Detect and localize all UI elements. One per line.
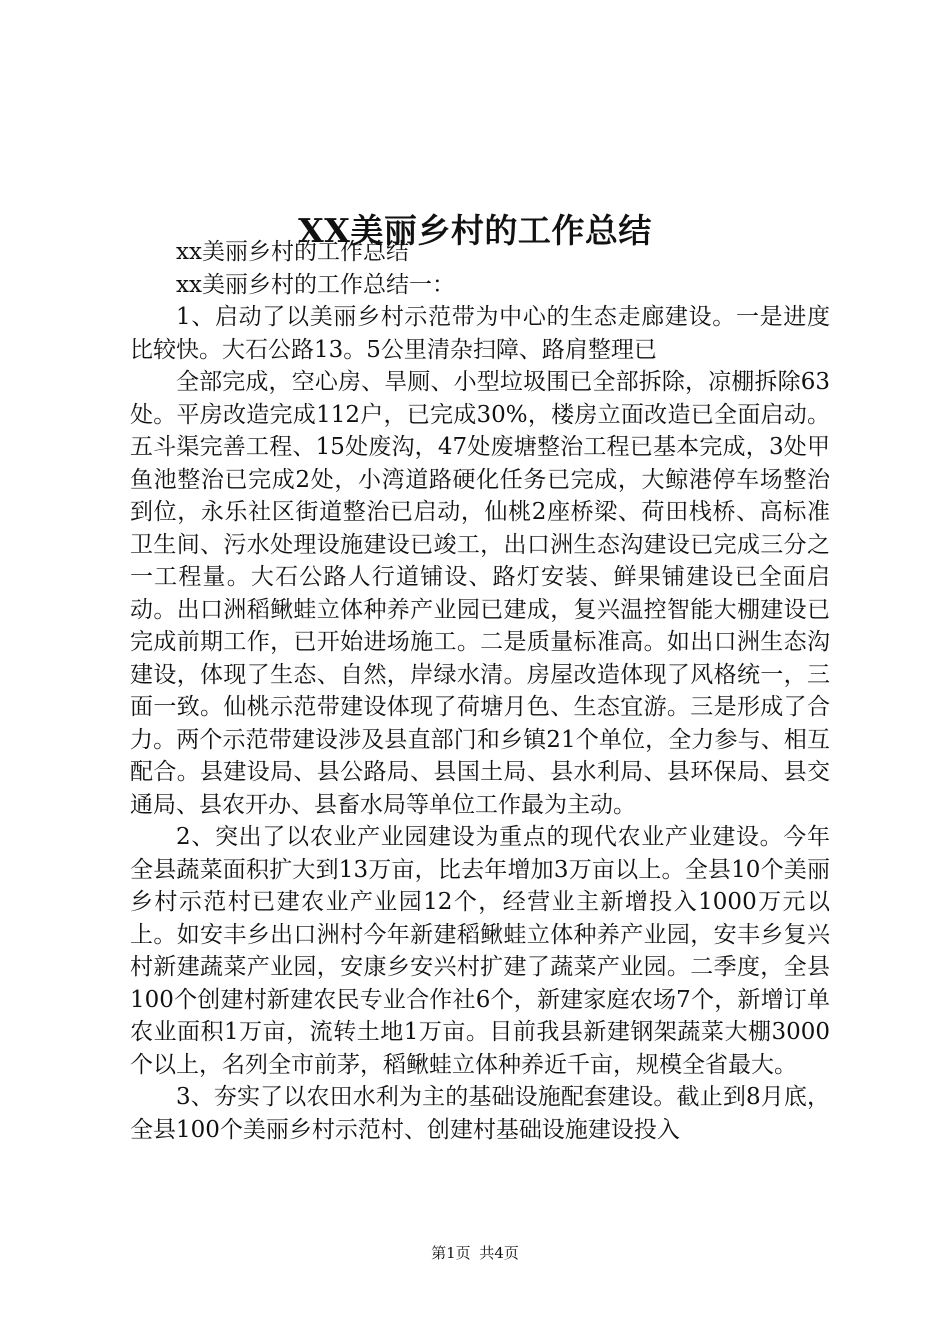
page-footer xyxy=(0,1242,950,1264)
page-total: 共4页 xyxy=(479,1244,519,1262)
document-title: XX美丽乡村的工作总结 xyxy=(298,211,652,251)
page-number: 第1页 xyxy=(431,1244,471,1262)
paragraph: xx美丽乡村的工作总结 xyxy=(176,239,409,265)
document-body xyxy=(130,236,830,1146)
paragraph: xx美丽乡村的工作总结一： xyxy=(176,271,455,298)
paragraph: 全部完成，空心房、旱厕、小型垃圾围已全部拆除，凉棚拆除63处。平房改造完成112户，已完成30%，楼房立面改造已全面启动。五斗渠完善工程、15处废沟，47处废塘整治工程已基本完成，3处甲鱼池整治已完成2处，小湾道路硬化任务已完成，大鲸港停车场整治到位，永乐社区街道整治已启动，仙桃2座桥梁、荷田栈桥、高标准卫生间、污水处理设施建设已竣工，出口洲生态沟建设已完成三分之一工程量。大石公路人行道铺设、路灯安装、鲜果铺建设已全面启动。出口洲稻鳅蛙立体种养产业园已建成，复兴温控智能大棚建设已完成前期工作，已开始进场施工。二是质量标准高。如出口洲生态沟建设，体现了生态、自然，岸绿水清。房屋改造体现了风格统一，三面一致。仙桃示范带建设体现了荷塘月色、生态宜游。三是形成了合力。两个示范带建设涉及县直部门和乡镇21个单位，全力参与、相互配合。县建设局、县公路局、县国土局、县水利局、县环保局、县交通局、县农开办、县畜水局等单位工作最为主动。 xyxy=(130,369,830,818)
paragraph: 1、启动了以美丽乡村示范带为中心的生态走廊建设。一是进度比较快。大石公路13。5公里清杂扫障、路肩整理已 xyxy=(130,304,830,363)
paragraph: 2、突出了以农业产业园建设为重点的现代农业产业建设。今年全县蔬菜面积扩大到13万亩，比去年增加3万亩以上。全县10个美丽乡村示范村已建农业产业园12个，经营业主新增投入1000万元以上。如安丰乡出口洲村今年新建稻鳅蛙立体种养产业园，安丰乡复兴村新建蔬菜产业园，安康乡安兴村扩建了蔬菜产业园。二季度，全县100个创建村新建农民专业合作社6个，新建家庭农场7个，新增订单农业面积1万亩，流转土地1万亩。目前我县新建钢架蔬菜大棚3000个以上，名列全市前茅，稻鳅蛙立体种养近千亩，规模全省最大。 xyxy=(130,824,830,1078)
paragraph: 3、夯实了以农田水利为主的基础设施配套建设。截止到8月底，全县100个美丽乡村示范村、创建村基础设施建设投入 xyxy=(130,1084,830,1143)
